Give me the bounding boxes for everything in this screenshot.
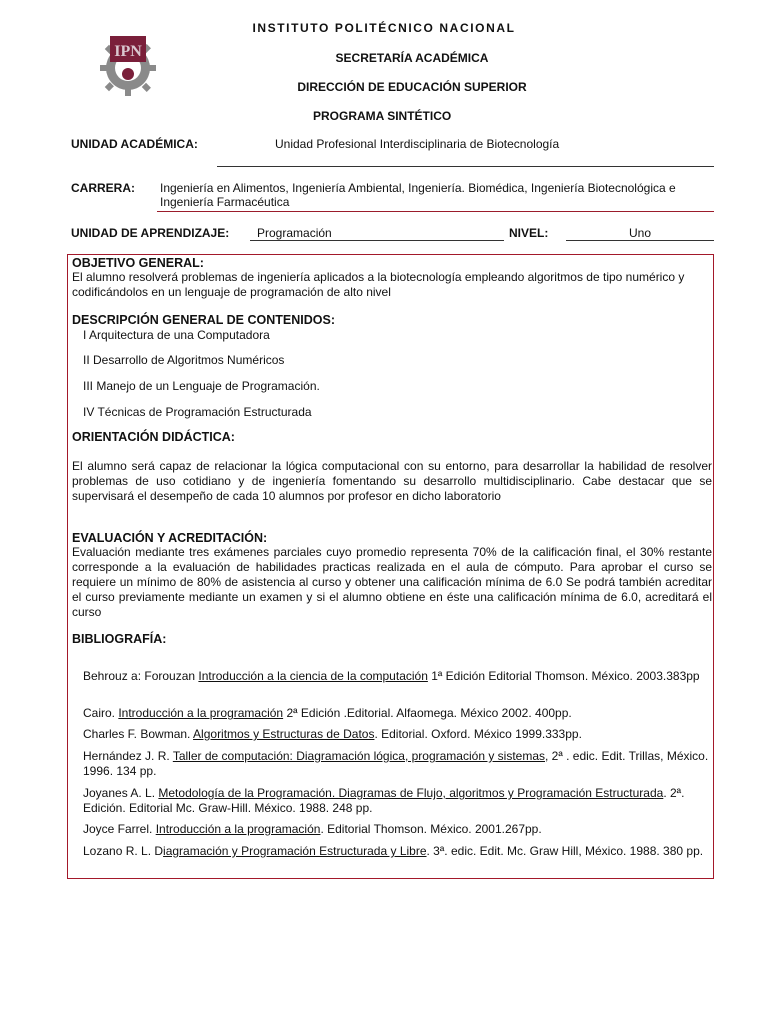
unidad-aprendizaje-label: UNIDAD DE APRENDIZAJE: xyxy=(71,226,230,240)
carrera-value-line2: Ingeniería Farmacéutica xyxy=(160,195,290,209)
contenidos-title: DESCRIPCIÓN GENERAL DE CONTENIDOS: xyxy=(72,313,335,327)
unidad-academica-value: Unidad Profesional Interdisciplinaria de Biotecnología xyxy=(275,137,560,151)
bib-title: Introducción a la programación xyxy=(155,822,321,836)
bib-details: . 3ª. edic. Edit. Mc. Graw Hill, México. 1988. 380 pp. xyxy=(426,844,704,858)
carrera-underline xyxy=(157,211,714,212)
bib-author: Cairo. xyxy=(83,706,119,720)
carrera-label: CARRERA: xyxy=(71,181,135,195)
carrera-value-line1: Ingeniería en Alimentos, Ingeniería Ambiental, Ingeniería. Biomédica, Ingeniería Biotecnológica e xyxy=(160,181,676,195)
unidad-academica-label: UNIDAD ACADÉMICA: xyxy=(71,137,198,151)
orientacion-title: ORIENTACIÓN DIDÁCTICA: xyxy=(72,430,235,444)
nivel-underline xyxy=(566,240,714,241)
bib-details: . 2ª. Edición. Editorial Mc. Graw-Hill. México. 1988. 248 pp. xyxy=(83,786,685,815)
bib-details: , 2ª . edic. Edit. Trillas, México. 1996. 134 pp. xyxy=(83,749,709,778)
bib-author: Joyce Farrel. xyxy=(83,822,156,836)
bib-author: Joyanes A. L. xyxy=(83,786,159,800)
bib-title: Introducción a la ciencia de la computación xyxy=(198,669,428,683)
unidad-aprendizaje-value: Programación xyxy=(257,226,332,240)
bibliography-entry xyxy=(83,706,711,721)
bibliography-entry xyxy=(83,822,711,837)
bibliography-entry xyxy=(83,844,711,859)
bib-author: Hernández J. R. xyxy=(83,749,173,763)
contenido-item: IV Técnicas de Programación Estructurada xyxy=(83,405,312,419)
bib-title: Introducción a la programación xyxy=(118,706,284,720)
bibliography-entry xyxy=(83,727,711,742)
contenido-item: III Manejo de un Lenguaje de Programación. xyxy=(83,379,320,393)
bib-title: Algoritmos y Estructuras de Datos xyxy=(193,727,375,741)
secretariat-title: SECRETARÍA ACADÉMICA xyxy=(335,51,489,65)
objetivo-text: El alumno resolverá problemas de ingeniería aplicados a la biotecnología empleando algoritmos de tipo numérico y codificándolos en un lenguaje de programación de alto nivel xyxy=(72,270,685,299)
bibliography-entry xyxy=(83,669,711,684)
program-title: PROGRAMA SINTÉTICO xyxy=(313,109,452,123)
bib-title: Metodología de la Programación. Diagramas de Flujo, algoritmos y Programación Estructurada xyxy=(158,786,664,800)
objetivo-title: OBJETIVO GENERAL: xyxy=(72,256,204,270)
bib-author: Lozano R. L. D xyxy=(83,844,164,858)
bib-title: Taller de computación: Diagramación lógica, programación y sistemas xyxy=(172,749,545,763)
nivel-label: NIVEL: xyxy=(509,226,549,240)
orientacion-text: El alumno será capaz de relacionar la lógica computacional con su entorno, para desarrollar la habilidad de resolver problemas de uso cotidiano y de ingeniería fomentando su desarrollo multidisciplinario. Cabe destacar que se supervisará el desempeño de cada 10 alumnos por profesor en dicho laboratorio xyxy=(72,459,712,503)
evaluacion-title: EVALUACIÓN Y ACREDITACIÓN: xyxy=(72,531,268,545)
institution-title: INSTITUTO POLITÉCNICO NACIONAL xyxy=(252,21,516,35)
bib-details: . Editorial. Oxford. México 1999.333pp. xyxy=(374,727,582,741)
direction-title: DIRECCIÓN DE EDUCACIÓN SUPERIOR xyxy=(297,80,527,94)
bibliography-entry xyxy=(83,749,711,779)
bibliography-entry xyxy=(83,786,711,816)
bib-details: 2ª Edición .Editorial. Alfaomega. México 2002. 400pp. xyxy=(283,706,572,720)
unidad-aprendizaje-underline xyxy=(250,240,504,241)
bibliografia-title: BIBLIOGRAFÍA: xyxy=(72,632,167,646)
logo-text: IPN xyxy=(114,43,142,60)
contenido-item: I Arquitectura de una Computadora xyxy=(83,328,270,342)
bib-author: Charles F. Bowman. xyxy=(83,727,194,741)
divider-line xyxy=(217,166,714,167)
bib-title: iagramación y Programación Estructurada y Libre xyxy=(163,844,427,858)
bib-details: . Editorial Thomson. México. 2001.267pp. xyxy=(320,822,542,836)
contenido-item: II Desarrollo de Algoritmos Numéricos xyxy=(83,353,285,367)
bib-author: Behrouz a: Forouzan xyxy=(83,669,199,683)
bib-details: 1ª Edición Editorial Thomson. México. 2003.383pp xyxy=(427,669,700,683)
nivel-value: Uno xyxy=(629,226,652,240)
evaluacion-text: Evaluación mediante tres exámenes parciales cuyo promedio representa 70% de la calificación final, el 30% restante corresponde a la evaluación de habilidades practicas realizada en el aula de cómputo. Para aprobar el curso se requiere un mínimo de 80% de asistencia al curso y obtener una calificación mínima de 6.0 Se podrá también acreditar el curso previamente mediante un examen y si el alumno obtiene en éste una calificación mínima de 6.0, acreditará el curso xyxy=(72,545,712,619)
